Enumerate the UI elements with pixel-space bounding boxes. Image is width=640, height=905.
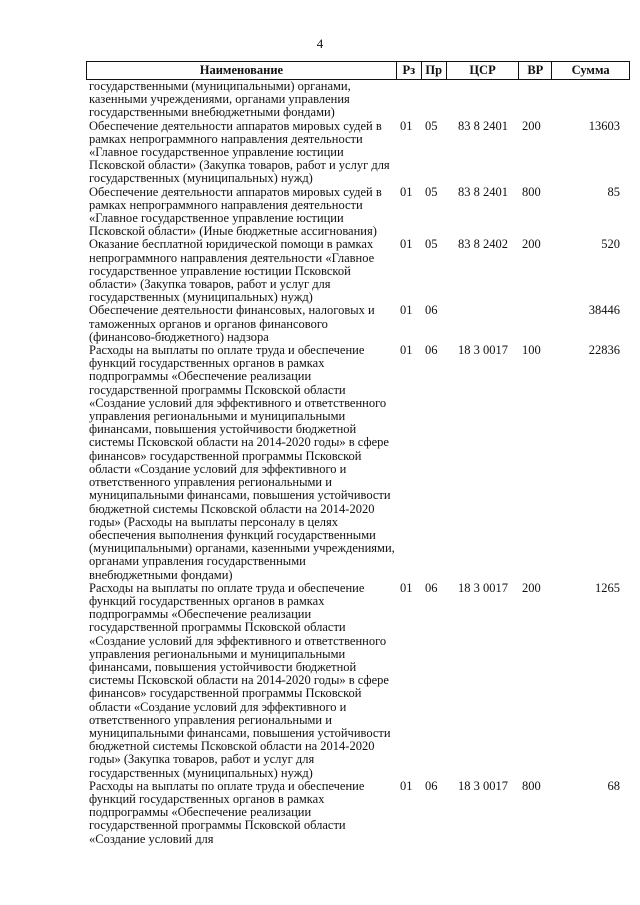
row-csr: 83 8 2401 bbox=[458, 184, 508, 199]
row-vr: 200 bbox=[522, 237, 541, 252]
row-pr: 06 bbox=[425, 303, 438, 318]
row-rz: 01 bbox=[400, 303, 413, 318]
row-sum: 68 bbox=[607, 778, 620, 793]
row-pr: 05 bbox=[425, 237, 438, 252]
row-pr: 05 bbox=[425, 184, 438, 199]
row-vr: 200 bbox=[522, 118, 541, 133]
row-pr: 05 bbox=[425, 118, 438, 133]
table-row bbox=[86, 238, 630, 304]
table-row bbox=[86, 582, 630, 780]
row-name: Обеспечение деятельности аппаратов мировых судей в рамках непрограммного направления деятельности «Главное государственное управление юстиции Псковской области» (Иные бюджетные ассигнования) bbox=[89, 184, 382, 239]
row-sum: 38446 bbox=[588, 303, 620, 318]
row-rz: 01 bbox=[400, 343, 413, 358]
table-row bbox=[86, 780, 630, 846]
table-header bbox=[86, 61, 630, 80]
row-csr: 18 3 0017 bbox=[458, 778, 508, 793]
row-name: Обеспечение деятельности финансовых, налоговых и таможенных органов и органов финансового (финансово-бюджетного) надзора bbox=[89, 303, 375, 344]
row-csr: 18 3 0017 bbox=[458, 343, 508, 358]
row-csr: 18 3 0017 bbox=[458, 580, 508, 595]
row-sum: 520 bbox=[601, 237, 620, 252]
row-name: Расходы на выплаты по оплате труда и обеспечение функций государственных органов в рамках подпрограммы «Обеспечение реализации государственной программы Псковской области «Создание условий для bbox=[89, 778, 365, 846]
table-row bbox=[86, 304, 630, 344]
row-name: Расходы на выплаты по оплате труда и обеспечение функций государственных органов в рамках подпрограммы «Обеспечение реализации государственной программы Псковской области «Создание условий для эффективного и ответственного управления региональными и муниципальными финансами, повышения устойчивости бюджетной системы Псковской области на 2014-2020 годы» в сфере финансов» государственной программы Псковской области «Создание условий для эффективного и ответственного управления региональными и муниципальными финансами, повышения устойчивости бюджетной системы Псковской области на 2014-2020 годы» (Закупка товаров, работ и услуг для государственных (муниципальных) нужд) bbox=[89, 580, 391, 780]
row-sum: 85 bbox=[607, 184, 620, 199]
table-row bbox=[86, 344, 630, 582]
row-csr: 83 8 2401 bbox=[458, 118, 508, 133]
row-rz: 01 bbox=[400, 778, 413, 793]
row-sum: 22836 bbox=[588, 343, 620, 358]
row-name: Обеспечение деятельности аппаратов мировых судей в рамках непрограммного направления деятельности «Главное государственное управление юстиции Псковской области» (Закупка товаров, работ и услуг для государственных (муниципальных) нужд) bbox=[89, 118, 390, 186]
row-vr: 800 bbox=[522, 184, 541, 199]
row-sum: 1265 bbox=[595, 580, 620, 595]
row-pr: 06 bbox=[425, 343, 438, 358]
row-rz: 01 bbox=[400, 237, 413, 252]
row-rz: 01 bbox=[400, 118, 413, 133]
header-sum: Сумма bbox=[571, 63, 610, 77]
header-pr: Пр bbox=[422, 62, 447, 79]
row-pr: 06 bbox=[425, 580, 438, 595]
page-number: 4 bbox=[316, 36, 324, 51]
row-vr: 200 bbox=[522, 580, 541, 595]
row-pr: 06 bbox=[425, 778, 438, 793]
row-csr: 83 8 2402 bbox=[458, 237, 508, 252]
row-rz: 01 bbox=[400, 580, 413, 595]
table-row bbox=[86, 120, 630, 186]
row-rz: 01 bbox=[400, 184, 413, 199]
row-name: государственными (муниципальными) органами, казенными учреждениями, органами управления государственными внебюджетными фондами) bbox=[89, 79, 351, 120]
header-name: Наименование bbox=[87, 62, 397, 79]
budget-table bbox=[86, 61, 630, 846]
row-name: Оказание бесплатной юридической помощи в рамках непрограммного направления деятельности «Главное государственное управление юстиции Псковской области» (Закупка товаров, работ и услуг для государственных (муниципальных) нужд) bbox=[89, 237, 375, 305]
table-row bbox=[86, 186, 630, 239]
header-vr: ВР bbox=[519, 62, 552, 79]
row-sum: 13603 bbox=[588, 118, 620, 133]
row-name: Расходы на выплаты по оплате труда и обеспечение функций государственных органов в рамках подпрограммы «Обеспечение реализации государственной программы Псковской области «Создание условий для эффективного и ответственного управления региональными и муниципальными финансами, повышения устойчивости бюджетной системы Псковской области на 2014-2020 годы» в сфере финансов» государственной программы Псковской области «Создание условий для эффективного и ответственного управления региональными и муниципальными финансами, повышения устойчивости бюджетной системы Псковской области на 2014-2020 годы» (Расходы на выплаты персоналу в целях обеспечения выполнения функций государственными (муниципальными) органами, казенными учреждениями, органами управления государственными внебюджетными фондами) bbox=[89, 343, 395, 582]
header-csr: ЦСР bbox=[447, 62, 520, 79]
header-rz: Рз bbox=[397, 62, 422, 79]
row-vr: 100 bbox=[522, 343, 541, 358]
table-row bbox=[86, 80, 630, 120]
row-vr: 800 bbox=[522, 778, 541, 793]
